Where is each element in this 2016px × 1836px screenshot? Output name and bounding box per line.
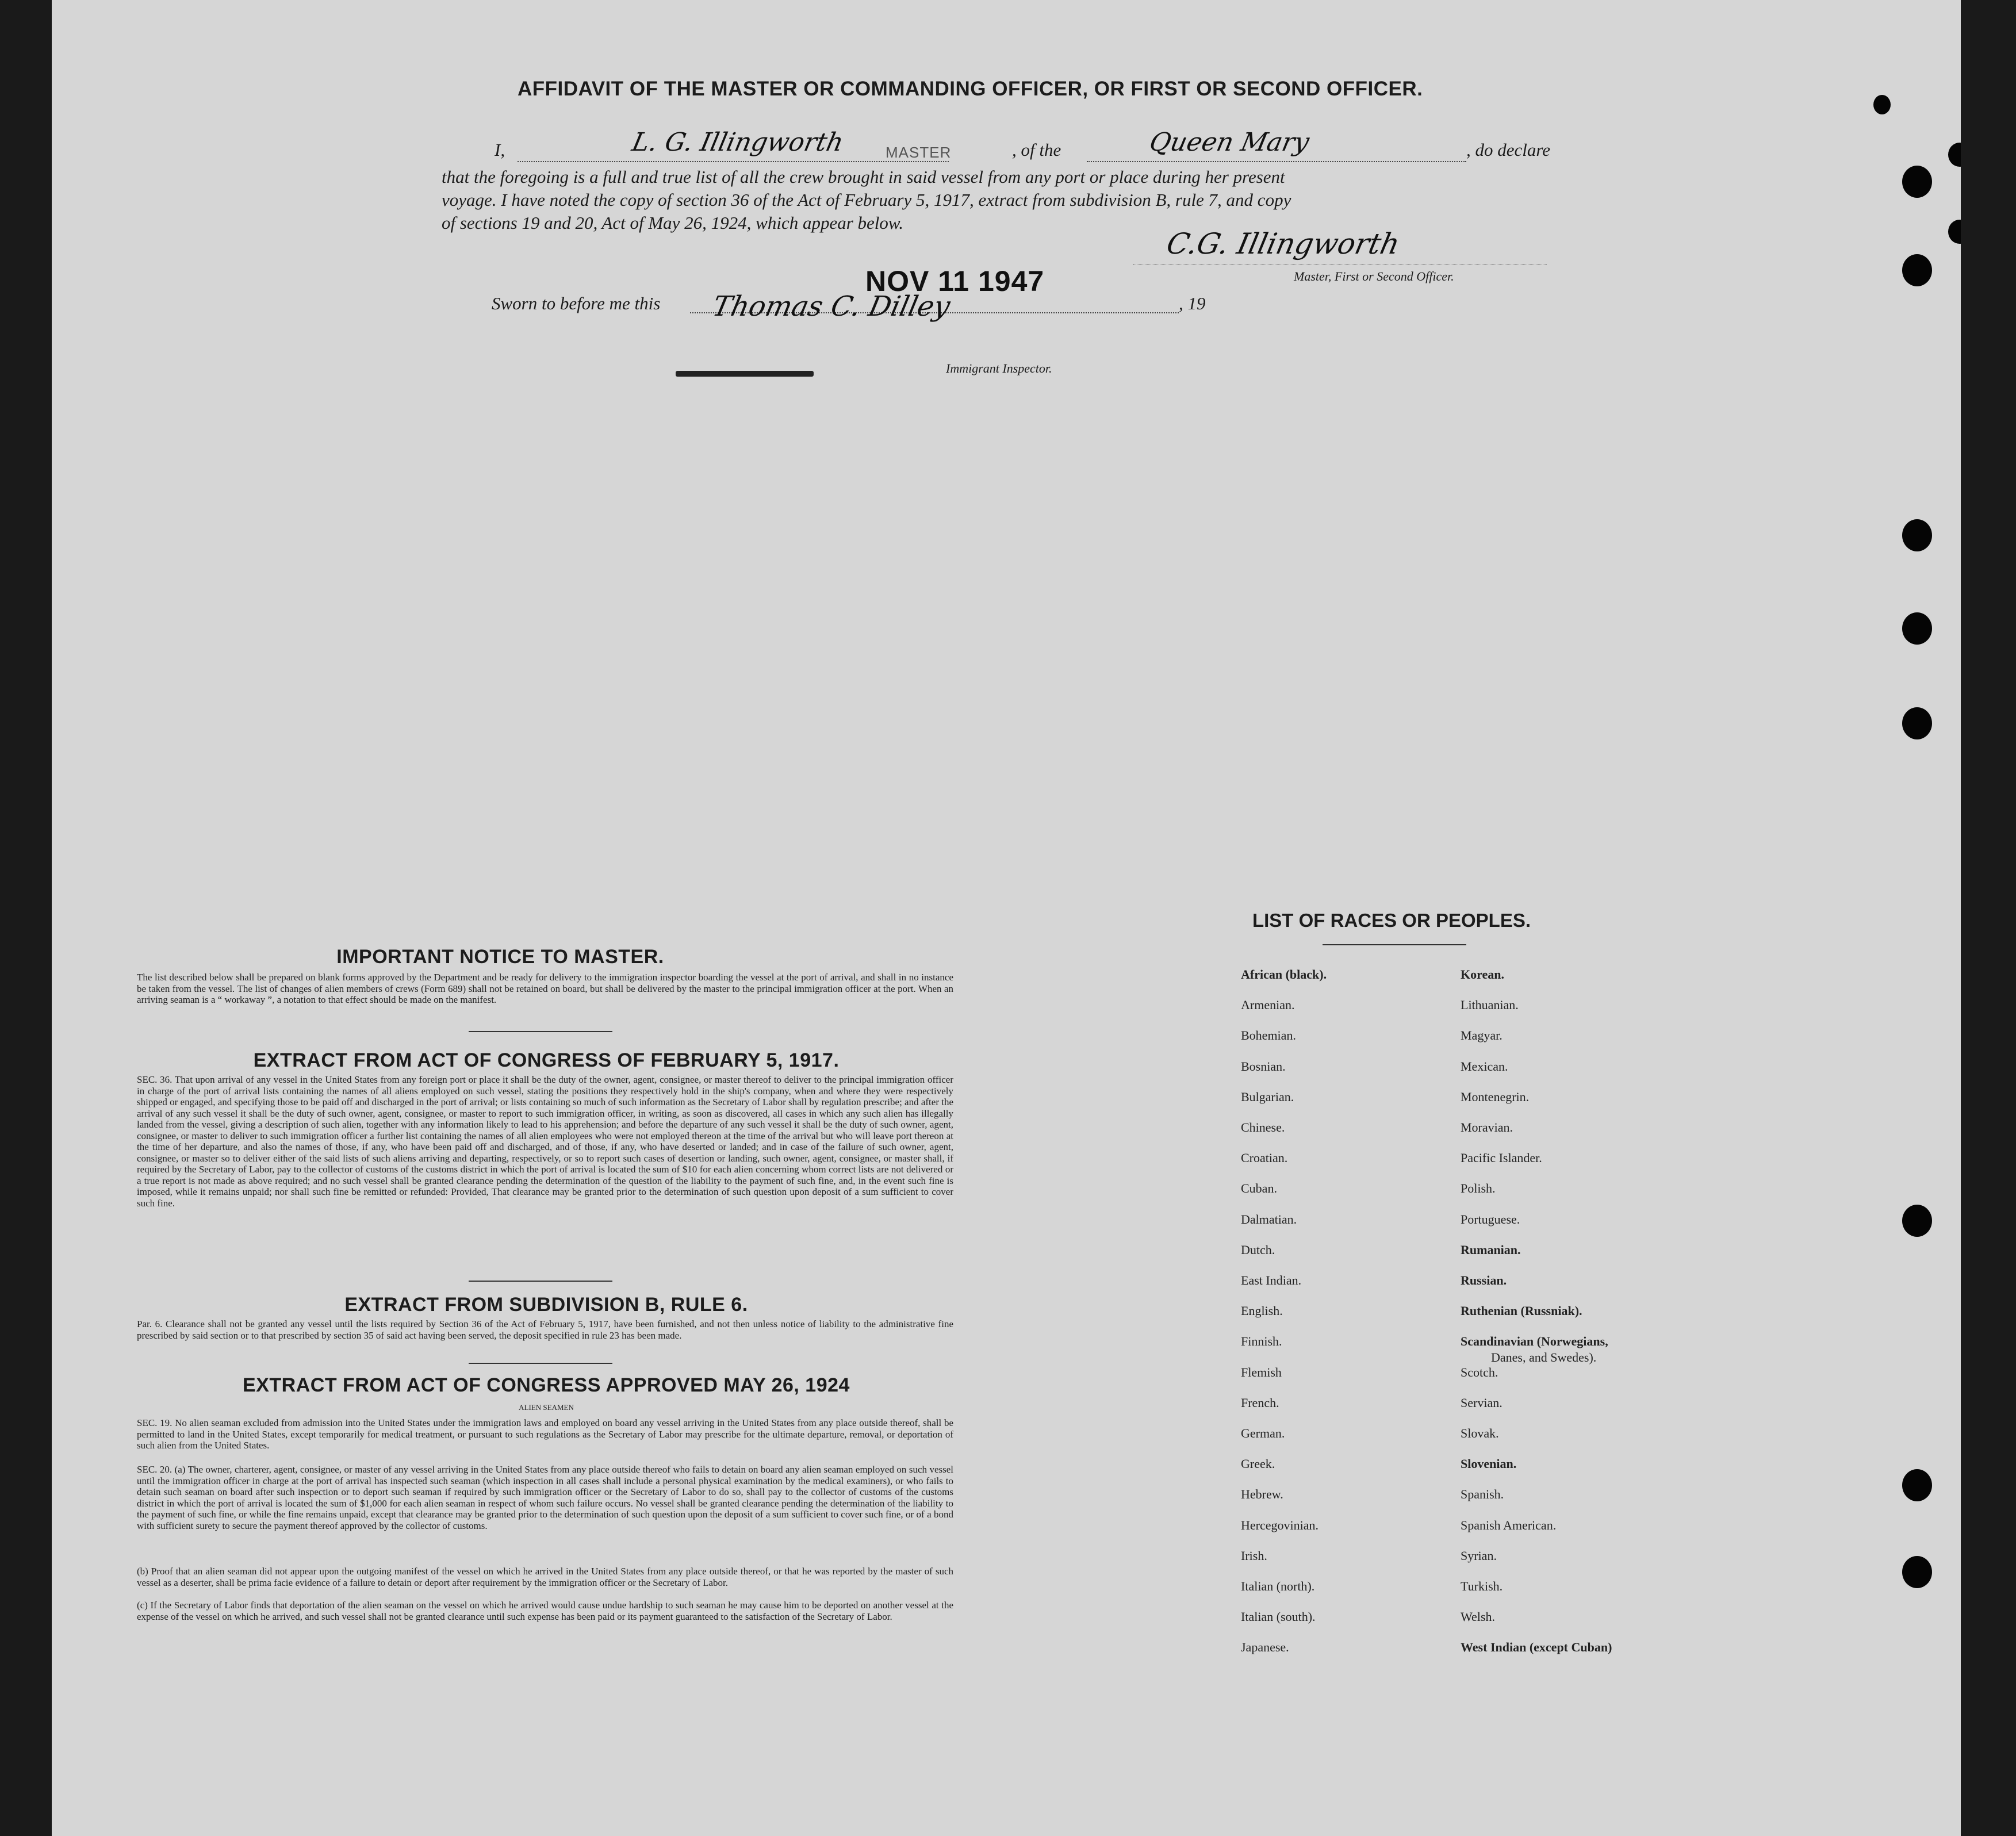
punch-hole-top xyxy=(1873,95,1891,114)
affidavit-line3: voyage. I have noted the copy of section 36 of the Act of February 5, 1917, extract from subdivision B, rule 7, and copy xyxy=(442,190,1291,210)
race-item: Hercegovinian. xyxy=(1241,1517,1319,1532)
master-name-line xyxy=(518,161,949,162)
race-item: Korean. xyxy=(1461,967,1504,982)
punch-hole xyxy=(1902,254,1932,286)
divider xyxy=(469,1031,612,1032)
race-item: Polish. xyxy=(1461,1181,1496,1196)
rule6-body: Par. 6. Clearance shall not be granted any vessel until the lists required by Section 36 of the Act of February 5, 1917, have been furnished, and not then unless notice of liability to the administrative fine prescribed by said section or to that prescribed by section 35 of said act having been served, the deposit specified in rule 23 has been made. xyxy=(137,1318,953,1341)
race-item: Bohemian. xyxy=(1241,1028,1296,1043)
officer-signature-caption: Master, First or Second Officer. xyxy=(1294,269,1454,283)
race-item: German. xyxy=(1241,1426,1285,1440)
race-item: Italian (south). xyxy=(1241,1609,1316,1624)
affidavit-line4: of sections 19 and 20, Act of May 26, 1924, which appear below. xyxy=(442,213,904,233)
extract-1917-title: EXTRACT FROM ACT OF CONGRESS OF FEBRUARY 5, 1917. xyxy=(253,1049,840,1071)
race-item: Magyar. xyxy=(1461,1028,1503,1043)
race-item: Pacific Islander. xyxy=(1461,1151,1542,1166)
extract-1917-body: SEC. 36. That upon arrival of any vessel in the United States from any foreign port or place it shall be the duty of the owner, agent, consignee, or master thereof to deliver to the principal immigration officer in charge of the port of arrival lists containing the names of all aliens employed on such vessel, stating the positions they respectively hold in the ship's company, when and where they were respectively shipped or engaged, and specifying those to be paid off and discharged in the port of arrival; or lists containing so much of such information as the Secretary of Labor shall by regulation prescribe; and after the arrival of any such vessel it shall be the duty of such owner, agent, consignee, or master to report to such immigration officer, in writing, as soon as discovered, all cases in which any such alien has illegally landed from the vessel, giving a description of such alien, together with any information likely to lead to his apprehension; and before the departure of any such vessel it shall be the duty of such owner, agent, consignee, or master to deliver to such immigration officer a further list containing the names of all alien employees who were not employed thereon at the time of the arrival but who will leave port thereon at the time of her departure, and also the names of those, if any, who have been paid off and discharged, and of those, if any, who have deserted or landed; and in case of the failure of such owner, agent, consignee, or master so to deliver either of the said lists of such aliens arriving and departing, respectively, or so to report such cases of desertion or landing, such owner, agent, consignee, or master shall, if required by the Secretary of Labor, pay to the collector of customs of the customs district in which the port of arrival is located the sum of $10 for each alien concerning whom correct lists are not delivered or a true report is not made as above required; and no such vessel shall be granted clearance pending the determination of the question of the liability to the payment of such fine, and, in the event such fine is imposed, while it remains unpaid; nor shall such fine be remitted or refunded: Provided, That clearance may be granted prior to the determination of such question upon deposit of a sum sufficient to cover such fine. xyxy=(137,1074,953,1209)
race-item: Cuban. xyxy=(1241,1181,1277,1196)
punch-hole xyxy=(1902,707,1932,739)
form-sheet xyxy=(52,0,1961,1836)
race-item: East Indian. xyxy=(1241,1273,1302,1287)
extract-1924-sec20c: (c) If the Secretary of Labor finds that deportation of the alien seaman on the vessel on which he arrived would cause undue hardship to such seaman he may cause him to be deported on another vessel at the expense of the vessel on which he arrived, and such vessel shall not be granted clearance until such expense has been paid or its payment guaranteed to the satisfaction of the Secretary of Labor. xyxy=(137,1600,953,1622)
punch-hole-top xyxy=(1948,220,1961,244)
races-divider xyxy=(1323,944,1466,945)
rule6-title: EXTRACT FROM SUBDIVISION B, RULE 6. xyxy=(344,1294,748,1316)
notice-title: IMPORTANT NOTICE TO MASTER. xyxy=(336,946,664,968)
sworn-label: Sworn to before me this xyxy=(492,293,661,313)
races-title: LIST OF RACES OR PEOPLES. xyxy=(1252,910,1531,931)
extract-1924-sec20a: SEC. 20. (a) The owner, charterer, agent, consignee, or master of any vessel arriving in the United States from any place outside thereof who fails to detain on board any alien seaman employed on such vessel until the immigration officer in charge at the port of arrival has inspected such seaman (which inspection in all cases shall include a personal physical examination by the medical examiners), or who fails to detain such seaman on board after such inspection or to deport such seaman if required by such immigration officer or the Secretary of Labor to do so, shall pay to the collector of customs of the customs district in which the port of arrival is located the sum of $1,000 for each alien seaman in respect of whom such failure occurs. No vessel shall be granted clearance pending the determination of the liability to the payment of such fine, or while the fine remains unpaid, except that clearance may be granted prior to the determination of such question upon the deposit of a sum sufficient to cover such fine, or of a bond with sufficient surety to secure the payment thereof approved by the collector of customs. xyxy=(137,1464,953,1531)
race-item: English. xyxy=(1241,1304,1283,1318)
race-item: Scotch. xyxy=(1461,1364,1498,1379)
race-item: Dutch. xyxy=(1241,1242,1275,1257)
race-item: Greek. xyxy=(1241,1456,1275,1471)
race-item: Montenegrin. xyxy=(1461,1089,1530,1104)
inspector-signature-mark xyxy=(676,371,814,377)
race-item: Russian. xyxy=(1461,1273,1507,1287)
race-item: Dalmatian. xyxy=(1241,1212,1297,1226)
race-item-continuation: Danes, and Swedes). xyxy=(1491,1350,1597,1364)
officer-signature-handwritten: C.G. Illingworth xyxy=(1163,227,1403,260)
vessel-handwritten: Queen Mary xyxy=(1147,128,1312,157)
inspector-caption: Immigrant Inspector. xyxy=(946,361,1052,375)
inspector-handwritten: Thomas C. Dilley xyxy=(710,290,953,323)
divider xyxy=(469,1363,612,1364)
punch-hole xyxy=(1902,1469,1932,1501)
race-item: Welsh. xyxy=(1461,1609,1495,1624)
race-item: Bulgarian. xyxy=(1241,1089,1294,1104)
race-item: Lithuanian. xyxy=(1461,998,1519,1013)
punch-hole xyxy=(1902,166,1932,198)
divider xyxy=(469,1281,612,1282)
race-item: Moravian. xyxy=(1461,1120,1513,1134)
race-item: African (black). xyxy=(1241,967,1327,982)
punch-hole xyxy=(1902,612,1932,645)
race-item: Flemish xyxy=(1241,1364,1282,1379)
race-item: Syrian. xyxy=(1461,1548,1497,1563)
punch-hole xyxy=(1902,1205,1932,1237)
race-item: Rumanian. xyxy=(1461,1242,1521,1257)
affidavit-line1-i: I, xyxy=(495,140,505,160)
affidavit-line2: that the foregoing is a full and true list of all the crew brought in said vessel from any port or place during her present xyxy=(442,167,1285,187)
race-item: Servian. xyxy=(1461,1395,1503,1410)
affidavit-do-declare: , do declare xyxy=(1466,140,1551,160)
race-item: Hebrew. xyxy=(1241,1487,1283,1502)
punch-hole xyxy=(1902,519,1932,551)
race-item: Armenian. xyxy=(1241,998,1295,1013)
extract-1924-subtitle: ALIEN SEAMEN xyxy=(519,1403,574,1412)
race-item: West Indian (except Cuban) xyxy=(1461,1640,1612,1655)
extract-1924-sec19: SEC. 19. No alien seaman excluded from admission into the United States under the immigration laws and employed on board any vessel arriving in the United States from any place outside thereof, shall be permitted to land in the United States, except temporarily for medical treatment, or pursuant to such regulations as the Secretary of Labor may prescribe for the ultimate departure, removal, or deportation of such alien from the United States. xyxy=(137,1417,953,1451)
master-name-handwritten: L. G. Illingworth xyxy=(629,128,846,157)
race-item: Spanish American. xyxy=(1461,1517,1557,1532)
sworn-year-label: , 19 xyxy=(1179,293,1206,313)
race-item: French. xyxy=(1241,1395,1279,1410)
notice-body: The list described below shall be prepared on blank forms approved by the Department and be ready for delivery to the immigration inspector boarding the vessel at the port of arrival, and shall in no instance be taken from the vessel. The list of changes of alien members of crews (Form 689) shall not be retained on board, but shall be delivered by the master to the principal immigration officer at the port. When an arriving seaman is a “ workaway ”, a notation to that effect should be made on the manifest. xyxy=(137,972,953,1005)
race-item: Irish. xyxy=(1241,1548,1267,1563)
race-item: Croatian. xyxy=(1241,1151,1288,1166)
race-item: Finnish. xyxy=(1241,1334,1282,1349)
race-item: Slovak. xyxy=(1461,1426,1499,1440)
affidavit-title: AFFIDAVIT OF THE MASTER OR COMMANDING OFFICER, OR FIRST OR SECOND OFFICER. xyxy=(518,78,1423,100)
race-item: Ruthenian (Russniak). xyxy=(1461,1304,1582,1318)
race-item: Spanish. xyxy=(1461,1487,1504,1502)
race-item: Scandinavian (Norwegians, xyxy=(1461,1334,1608,1349)
punch-hole-top xyxy=(1948,143,1961,167)
affidavit-of-the: , of the xyxy=(1012,140,1061,160)
race-item: Turkish. xyxy=(1461,1579,1503,1593)
race-item: Mexican. xyxy=(1461,1059,1508,1074)
punch-hole xyxy=(1902,1556,1932,1588)
master-stamp: MASTER xyxy=(886,144,952,161)
race-item: Portuguese. xyxy=(1461,1212,1520,1226)
race-item: Slovenian. xyxy=(1461,1456,1517,1471)
date-stamp: NOV 11 1947 xyxy=(865,265,1045,297)
extract-1924-title: EXTRACT FROM ACT OF CONGRESS APPROVED MAY 26, 1924 xyxy=(243,1374,850,1396)
race-item: Japanese. xyxy=(1241,1640,1289,1655)
vessel-name-line xyxy=(1087,161,1466,162)
race-item: Italian (north). xyxy=(1241,1579,1315,1593)
race-item: Bosnian. xyxy=(1241,1059,1286,1074)
race-item: Chinese. xyxy=(1241,1120,1285,1134)
extract-1924-sec20b: (b) Proof that an alien seaman did not appear upon the outgoing manifest of the vessel on which he arrived in the United States from any place outside thereof, or that he was reported by the master of such vessel as a deserter, shall be prima facie evidence of a failure to detain or deport after requirement by the immigration officer or the Secretary of Labor. xyxy=(137,1566,953,1588)
